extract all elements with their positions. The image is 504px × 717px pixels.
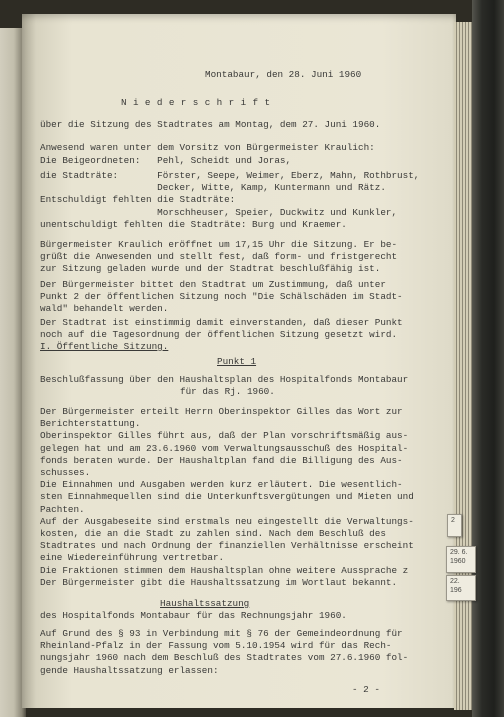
binder-cover <box>472 0 504 717</box>
attendance-council-members: die Stadträte: Förster, Seepe, Weimer, Eberz, Mahn, Rothbrust, Decker, Witte, Kamp, Kuntermann und Rätz. Entschuldigt fehlten die Stadträte: Morschheuser, Speier, Duckwitz und Kunkler, unentschuldigt fehlten die Stadträte: Burg und Kraemer. <box>40 170 420 230</box>
agenda-request-paragraph: Der Bürgermeister bittet den Stadtrat um Zustimmung, daß unter Punkt 2 der öffentlichen Sitzung noch "Die Schälschäden im Stadt- wald" behandelt werden. <box>40 279 403 315</box>
index-tab-3: 22. 196 <box>446 575 476 601</box>
statute-preamble: Auf Grund des § 93 in Verbindung mit § 76 der Gemeindeordnung für Rheinland-Pfalz in der Fassung vom 5.10.1954 wird für das Rech- nungsjahr 1960 nach dem Beschluß des Stadtrates vom 27.6.1960 fol- gende Haushaltssatzung erlassen: <box>40 628 409 676</box>
agenda-item-subject: Beschlußfassung über den Haushaltsplan des Hospitalfonds Montabaur <box>40 374 409 385</box>
page-stack-edges <box>454 22 472 710</box>
document-title: N i e d e r s c h r i f t <box>121 97 271 108</box>
attendance-chair-and-deputies: Anwesend waren unter dem Vorsitz von Bürgermeister Kraulich: Die Beigeordneten: Pehl, Scheidt und Joras, <box>40 142 375 166</box>
document-subtitle: über die Sitzung des Stadtrates am Montag, dem 27. Juni 1960. <box>40 119 381 130</box>
agenda-item-label: Punkt 1 <box>217 356 257 367</box>
index-tab-1: 2 <box>447 514 462 537</box>
agenda-item-discussion: Der Bürgermeister erteilt Herrn Oberinspektor Gilles das Wort zur Berichterstattung. Oberinspektor Gilles führt aus, daß der Plan vorschriftsmäßig aus- gelegen hat und am 23.6.1960 vom Verwaltungsausschuß des Hospital- fonds beraten wurde. Der Haushaltplan fand die Billigung des Aus- schusses. Die Einnahmen und Ausgaben werden kurz erläutert. Die wesentlich- sten Einnahmequellen sind die Unterkunftsvergütungen und Mieten und Pachten. Auf der Ausgabeseite sind erstmals neu eingestellt die Verwaltungs- kosten, die an die Stadt zu zahlen sind. Nach dem Beschluß des Stadtrates und nach Ordnung der finanziellen Verhältnisse erscheint eine Wiedereinführung vertretbar. Die Fraktionen stimmen dem Haushaltsplan ohne weitere Aussprache z Der Bürgermeister gibt die Haushaltssatzung im Wortlaut bekannt. <box>40 406 414 588</box>
opening-paragraph: Bürgermeister Kraulich eröffnet um 17,15 Uhr die Sitzung. Er be- grüßt die Anwesenden und stellt fest, daß form- und fristgerecht zur Sitzung geladen wurde und der Stadtrat beschlußfähig ist. <box>40 239 398 275</box>
section-heading: I. Öffentliche Sitzung. <box>40 341 169 352</box>
agenda-item-subject-continued: für das Rj. 1960. <box>180 386 275 397</box>
place-date: Montabaur, den 28. Juni 1960 <box>205 69 362 80</box>
index-tab-2: 29. 6. 1960 <box>446 546 476 573</box>
statute-subtitle: des Hospitalfonds Montabaur für das Rechnungsjahr 1960. <box>40 610 347 621</box>
agenda-approval-paragraph: Der Stadtrat ist einstimmig damit einverstanden, daß dieser Punkt noch auf die Tagesordnung der öffentlichen Sitzung gesetzt wird. <box>40 317 403 341</box>
page-number: - 2 - <box>352 684 380 695</box>
document-page <box>22 14 456 708</box>
statute-title: Haushaltssatzung <box>160 598 250 609</box>
